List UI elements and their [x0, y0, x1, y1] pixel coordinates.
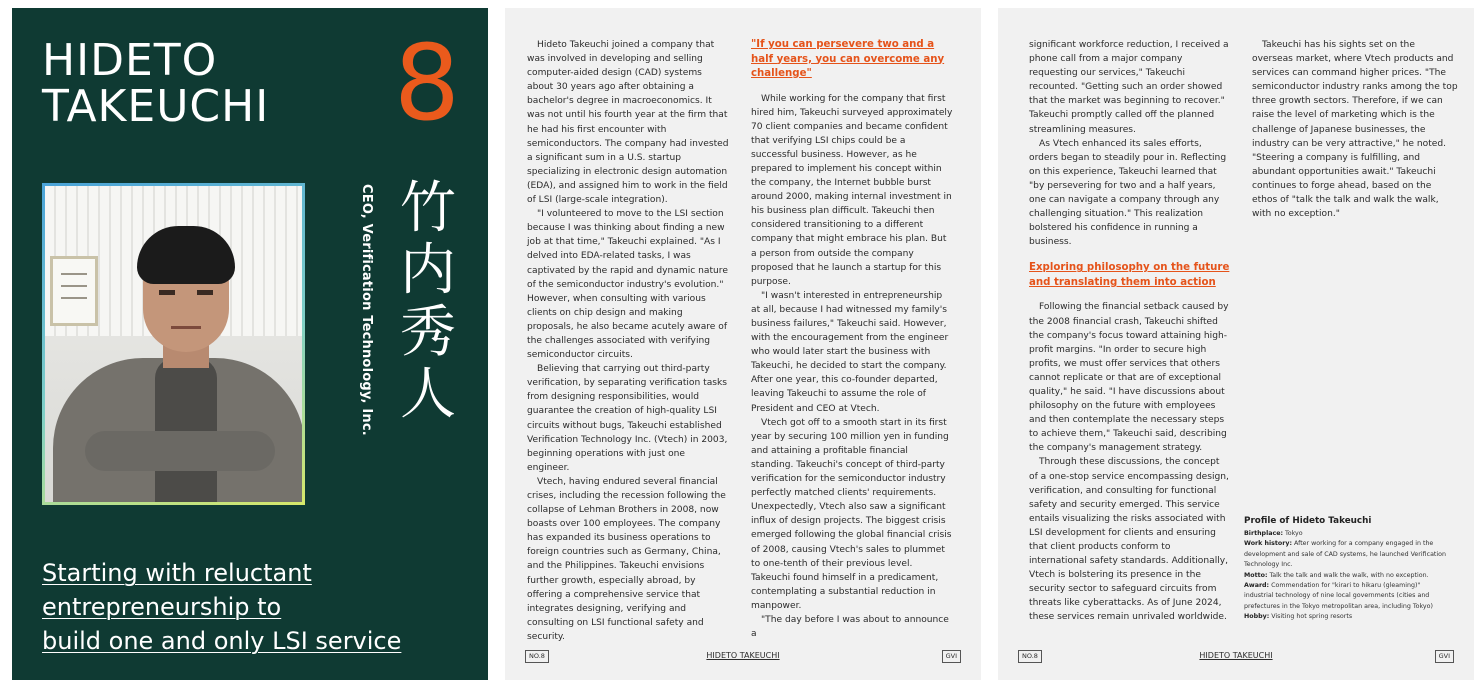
- paragraph: As Vtech enhanced its sales efforts, orders began to steadily pour in. Reflecting on this experience, Takeuchi learned that "by persevering for two and a half years, one can navigate a company through any challenging situation." This realization bolstered his confidence in running a business.: [1029, 138, 1227, 248]
- paragraph: "I volunteered to move to the LSI section because I was thinking about finding a new job at that time," Takeuchi explained. "As I delved into EDA-related tasks, I was captivated by the rapid and dynamic nature of the semiconductor industry's evolution." However, when consulting with various clients on chip design and making proposals, he also became acutely aware of the challenges associated with verifying semiconductor circuits.: [527, 209, 728, 361]
- section-heading: "If you can persevere two and a half years, you can overcome any challenge": [751, 39, 945, 79]
- portrait-photo: [45, 186, 302, 502]
- cover-name-line2: TAKEUCHI: [42, 81, 270, 132]
- paragraph: Takeuchi has his sights set on the overseas market, where Vtech products and services can command higher prices. "The semiconductor industry ranks among the top three growth sectors. Therefore, if we can raise the level of marketing which is the challenge of Japanese businesses, the industry can be very attractive," he noted. "Steering a company is fulfilling, and abundant opportunities await." Takeuchi continues to forge ahead, based on the ethos of "talk the talk and walk the walk, with no exception.": [1252, 40, 1458, 220]
- paragraph: "The day before I was about to announce a: [751, 614, 949, 640]
- article-page-1: [505, 8, 981, 680]
- profile-value: Talk the talk and walk the walk, with no exception.: [1267, 571, 1429, 579]
- spacer: [1029, 249, 1231, 261]
- cover-name: [42, 35, 270, 132]
- profile-item: [1244, 539, 1450, 570]
- profile-item: [1244, 571, 1450, 581]
- vertical-job-title: CEO, Verification Technology, Inc.: [359, 184, 374, 436]
- portrait-photo-frame: [42, 183, 305, 505]
- issue-number: 8: [393, 22, 460, 144]
- paragraph: "I wasn't interested in entrepreneurship at all, because I had witnessed my family's business failures," Takeuchi said. However, with the encouragement from the engineer who would later start the business with Takeuchi, he decided to start the company. After one year, this co-founder departed, leaving Takeuchi to assume the role of President and CEO at Vtech.: [751, 290, 949, 414]
- issue-badge: NO.8: [525, 650, 549, 663]
- profile-value: After working for a company engaged in the development and sale of CAD systems, he launched Verification Technology Inc.: [1244, 540, 1446, 569]
- certificate-line: [61, 273, 87, 275]
- profile-value: Commendation for "kirari to hikaru (gleaming)" industrial technology of nine local governments (cities and prefectures in the Tokyo metropolitan area, including Tokyo): [1244, 582, 1433, 610]
- profile-item: [1244, 612, 1450, 622]
- publication-badge: GVI: [1435, 650, 1454, 663]
- japanese-name-char: 人: [400, 362, 456, 427]
- cover-headline: [42, 556, 462, 658]
- framed-certificate: [50, 256, 98, 326]
- profile-item: [1244, 581, 1450, 612]
- profile-label: Hobby:: [1244, 613, 1270, 621]
- cover-page: [12, 8, 488, 680]
- paragraph: Hideto Takeuchi joined a company that was involved in developing and selling computer-aided design (CAD) systems about 30 years ago after obtaining a bachelor's degree in macroeconomics. It was not until his fourth year at the firm that he had his first encounter with semiconductors. The company had invested a significant sum in a U.S. startup specializing in electronic design automation (EDA), and assigned him to work in the field of LSI (large-scale integration).: [527, 40, 729, 206]
- paragraph: Following the financial setback caused by the 2008 financial crash, Takeuchi shifted the company's focus toward attaining high-profit margins. "In order to secure high profits, we must offer services that others cannot replicate or that are of exceptional quality," he said. "I have discussions about philosophy on the future with employees and then contemplate the necessary steps to achieve them," Takeuchi said, describing the company's management strategy.: [1029, 302, 1229, 454]
- paragraph: While working for the company that first hired him, Takeuchi surveyed approximately 70 client companies and became confident that verifying LSI chips could be a successful business. However, as he prepared to implement his concept within the company, the Internet bubble burst around 2000, making internal investment in his business plan difficult. Takeuchi then considered transitioning to a different company that might embrace his plan. But a person from outside the company proposed that he launch a startup for this purpose.: [751, 93, 953, 287]
- japanese-name-char: 竹: [400, 176, 456, 241]
- article-column-4: [1252, 38, 1458, 221]
- profile-label: Birthplace:: [1244, 530, 1283, 537]
- paragraph: Vtech, having endured several financial crises, including the recession following the collapse of Lehman Brothers in 2008, now boasts over 100 employees. The company has expanded its business operations to foreign countries such as Germany, China, and the Philippines. Takeuchi envisions further growth, especially abroad, by offering a comprehensive service that integrates designing, verifying and consulting on LSI functional safety and security.: [527, 476, 726, 642]
- person-eyes: [159, 290, 213, 295]
- article-page-2: [998, 8, 1474, 680]
- paragraph: significant workforce reduction, I received a phone call from a major company requesting our services," Takeuchi recounted. "Getting such an order showed that the market was beginning to recover." Takeuchi promptly called off the planned streamlining measures.: [1029, 40, 1229, 135]
- person-mouth: [171, 326, 201, 329]
- section-heading: Exploring philosophy on the future and translating them into action: [1029, 262, 1230, 288]
- profile-value: Tokyo: [1283, 530, 1303, 537]
- article-column-3: [1029, 38, 1231, 625]
- paragraph: Vtech got off to a smooth start in its first year by securing 100 million yen in funding and attaining a profitable financial standing. Takeuchi's concept of third-party verification for the semiconductor industry perfectly matched clients' requirements. Unexpectedly, Vtech also saw a significant influx of design projects. The biggest crisis emerged following the global financial crisis of 2008, causing Vtech's sales to plummet to one-tenth of their previous level. Takeuchi found himself in a predicament, contemplating a substantial reduction in manpower.: [751, 417, 952, 611]
- headline-line: Starting with reluctant: [42, 559, 312, 587]
- article-column-1: [527, 38, 729, 644]
- profile-title: Profile of Hideto Takeuchi: [1244, 516, 1372, 526]
- issue-badge: NO.8: [1018, 650, 1042, 663]
- person-crossed-arms: [85, 431, 275, 471]
- japanese-name-char: 秀: [400, 300, 456, 365]
- headline-line: build one and only LSI service: [42, 627, 402, 655]
- profile-label: Work history:: [1244, 540, 1292, 548]
- certificate-line: [61, 297, 87, 299]
- page-footer: [525, 650, 961, 664]
- footer-name: HIDETO TAKEUCHI: [706, 651, 780, 660]
- certificate-line: [61, 285, 87, 287]
- japanese-name-char: 内: [400, 238, 456, 303]
- headline-line: entrepreneurship to: [42, 593, 282, 621]
- article-column-2: [751, 38, 953, 641]
- paragraph: Believing that carrying out third-party verification, by separating verification tasks from designing responsibilities, would guarantee the creation of high-quality LSI circuits without bugs, Takeuchi established Verification Technology Inc. (Vtech) in 2003, beginning operations with just one engineer.: [527, 364, 728, 473]
- person-shirt: [155, 358, 217, 502]
- profile-box: [1244, 515, 1450, 623]
- paragraph: Through these discussions, the concept of a one-stop service encompassing design, verification, and consulting for functional safety and security emerged. This service entails visualizing the risks associated with LSI development for clients and ensuring that client products conform to international safety standards. Additionally, Vtech is bolstering its presence in the security sector to safeguard circuits from threats like cyberattacks. As of June 2024, these services remain unrivaled worldwide.: [1029, 457, 1229, 623]
- profile-label: Motto:: [1244, 571, 1268, 579]
- profile-label: Award:: [1244, 582, 1270, 590]
- publication-badge: GVI: [942, 650, 961, 663]
- page-footer: [1018, 650, 1454, 664]
- japanese-name: [396, 178, 460, 426]
- profile-item: [1244, 529, 1450, 539]
- cover-name-line1: HIDETO: [42, 35, 218, 86]
- profile-value: Visiting hot spring resorts: [1269, 613, 1353, 621]
- footer-name: HIDETO TAKEUCHI: [1199, 651, 1273, 660]
